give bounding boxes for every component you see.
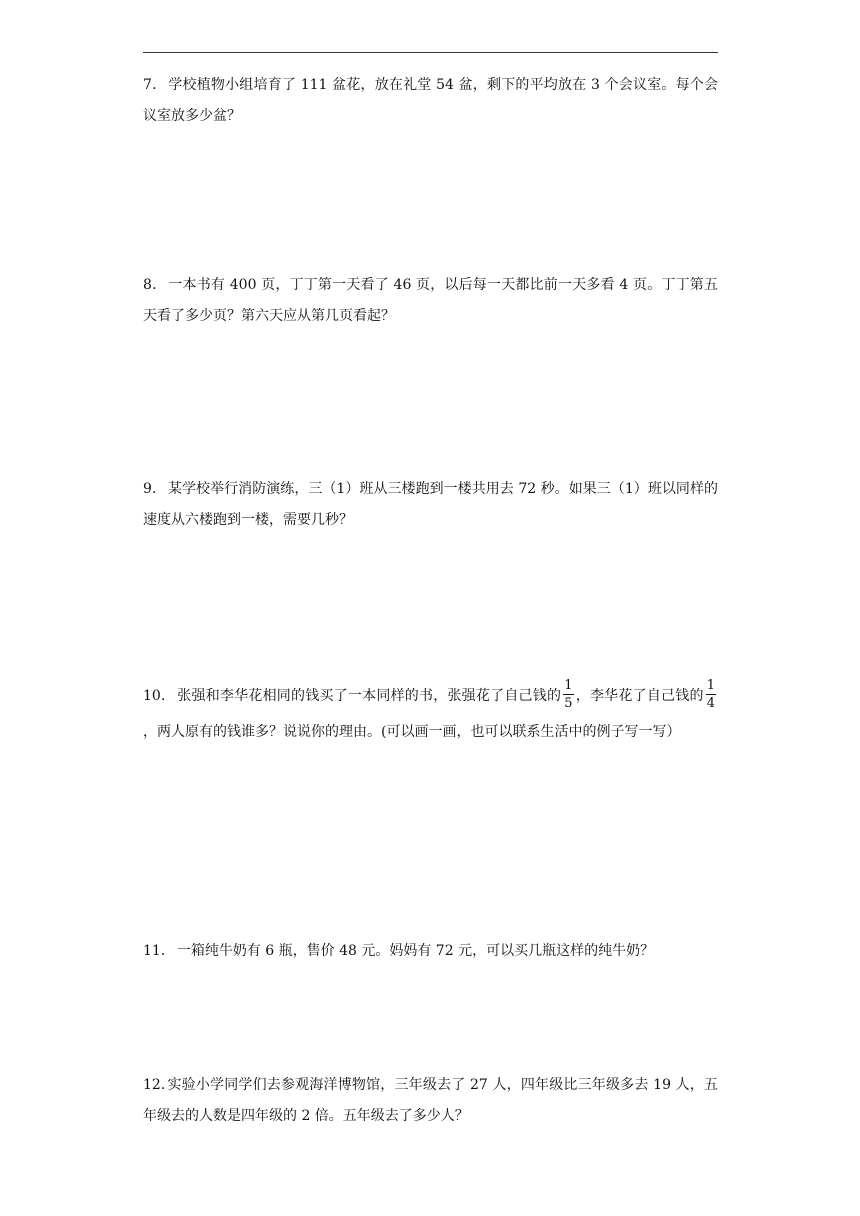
- question-text-part1: 张强和李华花相同的钱买了一本同样的书，张强花了自己钱的: [177, 688, 562, 704]
- question-number: 11．: [143, 943, 175, 959]
- question-text: 一箱纯牛奶有 6 瓶，售价 48 元。妈妈有 72 元，可以买几瓶这样的纯牛奶？: [176, 943, 655, 959]
- question-11: [143, 936, 718, 967]
- fraction-denominator: 4: [706, 695, 716, 711]
- question-10: [143, 678, 718, 750]
- question-9: [143, 474, 718, 536]
- question-number: 9．: [143, 481, 166, 497]
- question-8: [143, 270, 718, 332]
- question-text-part2: ，李华花了自己钱的: [575, 688, 704, 704]
- question-number: 12.: [143, 1077, 166, 1093]
- fraction-numerator: 1: [564, 677, 573, 693]
- question-text: 某学校举行消防演练，三（1）班从三楼跑到一楼共用去 72 秒。如果三（1）班以同样的速度从六楼跑到一楼，需要几秒？: [143, 481, 718, 528]
- question-number: 10．: [143, 688, 176, 704]
- fraction-one-fifth: [563, 679, 573, 710]
- question-text-part3: ，两人原有的钱谁多？说说你的理由。(可以画一画，也可以联系生活中的例子写一写）: [143, 724, 681, 740]
- question-text: 学校植物小组培育了 111 盆花，放在礼堂 54 盆，剩下的平均放在 3 个会议室。每个会议室放多少盆？: [143, 77, 718, 124]
- header-rule: [143, 52, 718, 53]
- fraction-denominator: 5: [564, 695, 573, 711]
- question-12: [143, 1070, 718, 1132]
- fraction-numerator: 1: [706, 677, 716, 693]
- question-number: 7．: [143, 77, 167, 93]
- fraction-one-fourth: [706, 679, 716, 710]
- question-text: 一本书有 400 页，丁丁第一天看了 46 页，以后每一天都比前一天多看 4 页。丁丁第五天看了多少页？第六天应从第几页看起？: [143, 277, 718, 324]
- question-7: [143, 70, 718, 132]
- question-text: 实验小学同学们去参观海洋博物馆，三年级去了 27 人，四年级比三年级多去 19 人，五年级去的人数是四年级的 2 倍。五年级去了多少人？: [143, 1077, 718, 1124]
- question-number: 8．: [143, 277, 167, 293]
